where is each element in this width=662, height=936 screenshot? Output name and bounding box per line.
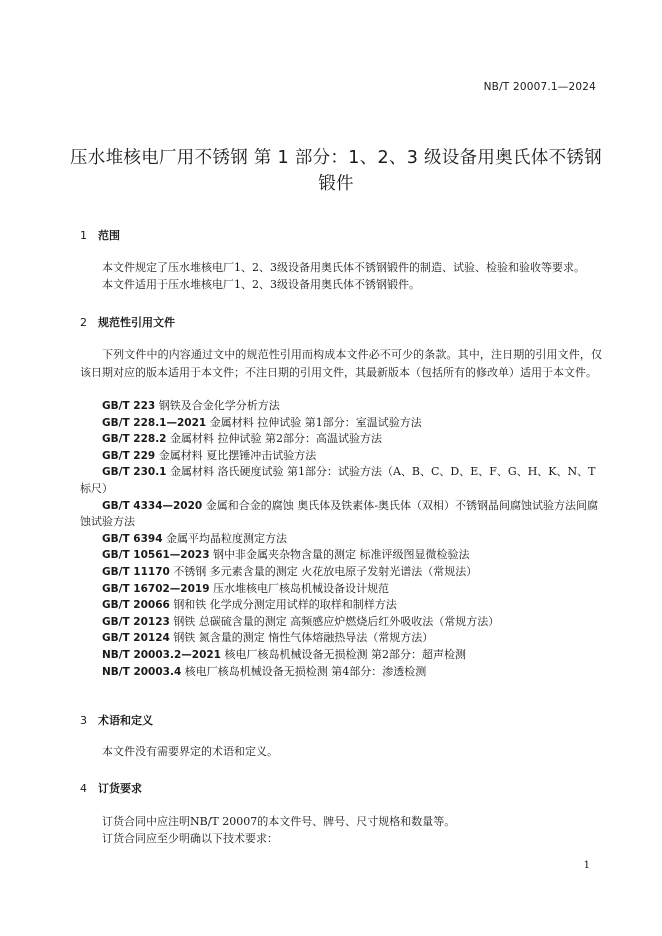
- reference-title: 金属材料 拉伸试验 第1部分：室温试验方法: [209, 415, 422, 429]
- reference-item: [80, 431, 602, 448]
- reference-code: GB/T 16702—2019: [102, 582, 210, 595]
- reference-title: 钢和铁 化学成分测定用试样的取样和制样方法: [173, 598, 397, 612]
- reference-code: GB/T 229: [102, 449, 156, 462]
- reference-title: 金属材料 拉伸试验 第2部分：高温试验方法: [170, 432, 382, 446]
- page-number: 1: [583, 860, 590, 871]
- reference-code: NB/T 20003.4: [102, 665, 182, 678]
- title-line-2: 锻件: [318, 174, 354, 194]
- document-title: [66, 145, 606, 197]
- section-number: 3: [80, 714, 87, 727]
- reference-title: 不锈钢 多元素含量的测定 火花放电原子发射光谱法（常规法）: [173, 564, 478, 578]
- normative-references-list: [80, 398, 602, 680]
- section-2-paragraph-1: 下列文件中的内容通过文中的规范性引用而构成本文件必不可少的条款。其中，注日期的引用文件，仅该日期对应的版本适用于本文件；不注日期的引用文件，其最新版本（包括所有的修改单）适用于本文件。: [80, 348, 602, 379]
- title-line-1: 压水堆核电厂用不锈钢 第 1 部分：1、2、3 级设备用奥氏体不锈钢: [70, 148, 602, 168]
- section-3-heading: [80, 712, 153, 728]
- section-4-paragraph-1: 订货合同中应注明NB/T 20007的本文件号、牌号、尺寸规格和数量等。: [102, 815, 456, 828]
- reference-title: 钢铁 氮含量的测定 惰性气体熔融热导法（常规方法）: [173, 631, 434, 645]
- reference-code: GB/T 20066: [102, 599, 170, 612]
- reference-code: GB/T 4334—2020: [102, 499, 203, 512]
- reference-item: [80, 415, 602, 432]
- section-title: 订货要求: [98, 782, 142, 795]
- reference-title: 压水堆核电厂核岛机械设备设计规范: [213, 581, 390, 595]
- section-4-paragraph-2: 订货合同应至少明确以下技术要求：: [102, 832, 278, 845]
- reference-title: 钢中非金属夹杂物含量的测定 标准评级图显微检验法: [213, 548, 470, 562]
- reference-title: 金属材料 夏比摆锤冲击试验方法: [158, 448, 317, 462]
- reference-code: GB/T 223: [102, 400, 156, 412]
- reference-title: 金属材料 洛氏硬度试验 第1部分：试验方法（A、B、C、D、E、F、G、H、K、N、T标尺）: [80, 465, 596, 495]
- reference-code: GB/T 228.2: [102, 433, 167, 446]
- reference-item: [80, 647, 602, 664]
- reference-item: [80, 664, 602, 681]
- section-number: 2: [80, 316, 87, 329]
- section-1-heading: [80, 227, 120, 243]
- reference-code: GB/T 230.1: [102, 466, 167, 479]
- reference-code: GB/T 10561—2023: [102, 549, 210, 562]
- reference-title: 核电厂核岛机械设备无损检测 第4部分：渗透检测: [184, 664, 427, 678]
- reference-item: [80, 547, 602, 564]
- section-number: 1: [80, 229, 87, 242]
- reference-item: [80, 531, 602, 548]
- reference-title: 核电厂核岛机械设备无损检测 第2部分：超声检测: [224, 647, 466, 661]
- reference-title: 钢铁及合金化学分析方法: [158, 399, 280, 412]
- reference-item: [80, 464, 602, 497]
- section-title: 范围: [98, 229, 120, 242]
- reference-title: 金属和合金的腐蚀 奥氏体及铁素体-奥氏体（双相）不锈钢晶间腐蚀试验方法间腐蚀试验方法: [80, 498, 598, 529]
- reference-item: [80, 581, 602, 598]
- reference-item: [80, 614, 602, 631]
- reference-item: [80, 630, 602, 647]
- reference-item: [80, 564, 602, 581]
- section-4-heading: [80, 780, 142, 796]
- section-title: 术语和定义: [98, 714, 153, 727]
- reference-item: [80, 498, 602, 531]
- reference-code: GB/T 20124: [102, 632, 170, 645]
- reference-code: GB/T 11170: [102, 565, 170, 578]
- section-title: 规范性引用文件: [98, 316, 175, 329]
- section-2-heading: [80, 314, 175, 330]
- reference-title: 钢铁 总碳硫含量的测定 高频感应炉燃烧后红外吸收法（常规方法）: [173, 614, 500, 628]
- reference-code: GB/T 6394: [102, 532, 163, 545]
- standard-code-header: NB/T 20007.1—2024: [483, 81, 596, 93]
- reference-code: GB/T 20123: [102, 615, 170, 628]
- section-3-paragraph-1: 本文件没有需要界定的术语和定义。: [102, 745, 278, 758]
- reference-code: NB/T 20003.2—2021: [102, 648, 221, 661]
- section-1-paragraph-2: 本文件适用于压水堆核电厂1、2、3级设备用奥氏体不锈钢锻件。: [102, 278, 420, 291]
- section-number: 4: [80, 782, 87, 795]
- reference-code: GB/T 228.1—2021: [102, 416, 207, 429]
- section-1-paragraph-1: 本文件规定了压水堆核电厂1、2、3级设备用奥氏体不锈钢锻件的制造、试验、检验和验收等要求。: [102, 261, 585, 274]
- reference-item: [80, 398, 602, 415]
- reference-item: [80, 448, 602, 465]
- reference-title: 金属平均晶粒度测定方法: [166, 531, 287, 545]
- reference-item: [80, 597, 602, 614]
